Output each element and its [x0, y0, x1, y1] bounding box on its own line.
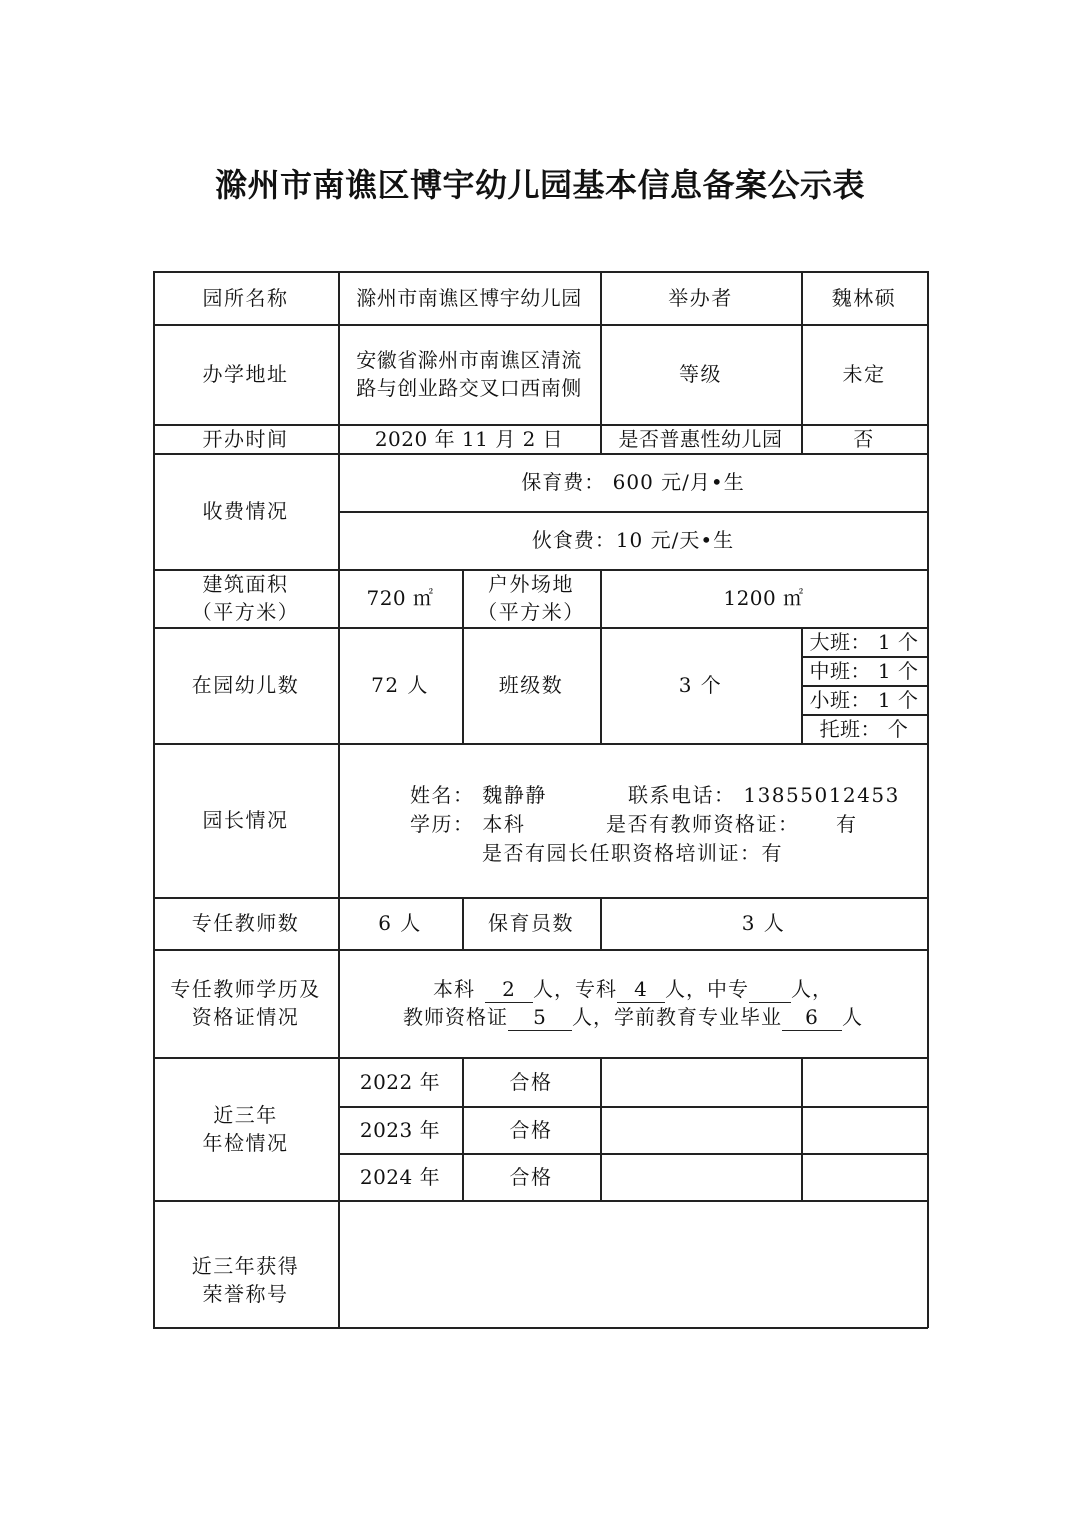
inclusive-value: 否 [853, 426, 875, 451]
director-name: 姓名： 魏静静 [410, 783, 547, 807]
teachers-label: 专任教师数 [191, 911, 300, 935]
qual-bachelor-label: 本科 [433, 977, 475, 1001]
director-info [338, 743, 928, 897]
sponsor-value: 魏林硕 [831, 285, 897, 310]
building-label-line-2: （平方米） [191, 600, 300, 624]
address-line-2: 路与创业路交叉口西南侧 [356, 376, 582, 400]
classes-value: 3 个 [678, 673, 723, 697]
inclusive-label: 是否普惠性幼儿园 [618, 426, 783, 451]
class-nursery: 托班： 个 [819, 716, 909, 741]
honor-label [153, 1200, 338, 1360]
address-value [338, 324, 600, 424]
qual-cert-label: 教师资格证 [403, 1005, 508, 1029]
teachers-value: 6 人 [378, 911, 422, 935]
qualification-line-1 [433, 975, 833, 1003]
grade-label: 等级 [679, 362, 722, 386]
inspection-year: 2023 年 [359, 1117, 441, 1142]
open-label: 开办时间 [202, 426, 289, 451]
inspection-label-line-1: 近三年 [213, 1102, 278, 1127]
address-line-1: 安徽省滁州市南谯区清流 [356, 348, 582, 372]
class-big: 大班： 1 个 [809, 629, 919, 654]
caregivers-label: 保育员数 [488, 911, 574, 935]
name-value: 滁州市南谯区博宇幼儿园 [356, 285, 582, 310]
building-label-line-1: 建筑面积 [202, 572, 289, 596]
inspection-label [153, 1057, 338, 1200]
honor-label-line-1: 近三年获得 [191, 1254, 300, 1278]
qual-preschool-label: 人，学前教育专业毕业 [572, 1005, 782, 1029]
director-cert-label: 是否有教师资格证： [606, 812, 800, 836]
fee-meal: 伙食费：10 元/天•生 [531, 528, 735, 552]
class-small: 小班： 1 个 [809, 687, 919, 712]
name-label: 园所名称 [202, 285, 289, 310]
qual-tail: 人 [842, 1005, 863, 1029]
director-label: 园长情况 [202, 808, 289, 832]
qualification-line-2 [403, 1003, 863, 1031]
building-label [153, 569, 338, 627]
outdoor-label-line-1: 户外场地 [488, 572, 574, 596]
director-phone: 联系电话： 13855012453 [628, 783, 900, 807]
director-cert-value: 有 [836, 812, 858, 836]
honor-label-line-2: 荣誉称号 [202, 1282, 289, 1306]
qualification-label-line-2: 资格证情况 [191, 1005, 300, 1029]
inspection-result: 合格 [509, 1069, 553, 1094]
qualification-label-line-1: 专任教师学历及 [170, 977, 321, 1001]
caregivers-value: 3 人 [741, 911, 786, 935]
inspection-year: 2022 年 [359, 1069, 441, 1094]
classes-label: 班级数 [498, 673, 564, 697]
fee-care: 保育费： 600 元/月•生 [521, 470, 745, 494]
inspection-label-line-2: 年检情况 [202, 1130, 289, 1155]
sponsor-label: 举办者 [668, 285, 733, 310]
qual-cert-value: 5 [508, 1004, 572, 1031]
open-value: 2020 年 11 月 2 日 [374, 426, 564, 451]
qualification-label [153, 949, 338, 1057]
qualification-info [338, 949, 928, 1057]
qual-secondary-label: 人，中专 [665, 977, 749, 1001]
building-value: 720 ㎡ [366, 586, 434, 610]
fee-label: 收费情况 [202, 499, 289, 523]
grade-value: 未定 [842, 362, 886, 386]
qual-bachelor-value: 2 [485, 976, 533, 1003]
inspection-result: 合格 [509, 1117, 553, 1142]
director-education: 学历： 本科 [410, 812, 526, 836]
children-value: 72 人 [371, 673, 429, 697]
inspection-year: 2024 年 [359, 1164, 441, 1189]
outdoor-value: 1200 ㎡ [723, 586, 804, 610]
address-label: 办学地址 [202, 362, 289, 386]
director-training: 是否有园长任职资格培训证：有 [482, 841, 783, 865]
qual-college-value: 4 [617, 976, 665, 1003]
inspection-result: 合格 [509, 1164, 553, 1189]
page-title: 滁州市南谯区博宇幼儿园基本信息备案公示表 [214, 166, 865, 204]
class-mid: 中班： 1 个 [809, 658, 919, 683]
outdoor-label-line-2: （平方米） [477, 600, 585, 624]
qual-preschool-value: 6 [782, 1004, 842, 1031]
qual-person-end: 人， [791, 977, 833, 1001]
children-label: 在园幼儿数 [191, 673, 300, 697]
outdoor-label [462, 569, 600, 627]
qual-college-label: 人，专科 [533, 977, 617, 1001]
